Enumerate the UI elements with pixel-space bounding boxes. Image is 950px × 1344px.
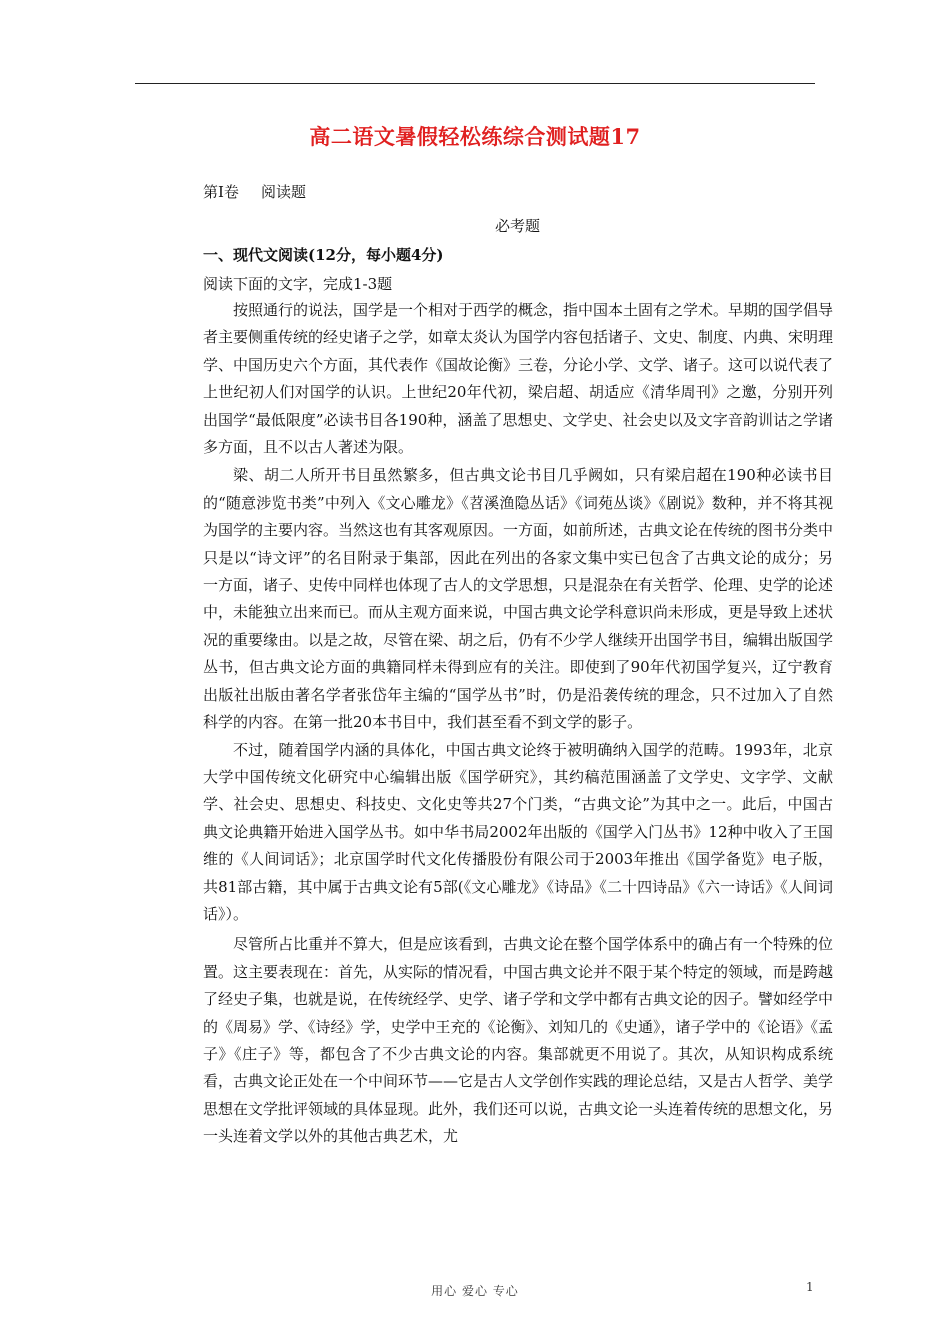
reading-instruction: 阅读下面的文字，完成1-3题 [203,275,393,293]
section-label [203,181,306,202]
sub-heading: 必考题 [494,217,540,235]
question-heading: 一、现代文阅读(12分，每小题4分) [203,246,444,264]
document-title: 高二语文暑假轻松练综合测试题17 [309,124,641,149]
passage-paragraph-4: 尽管所占比重并不算大，但是应该看到，古典文论在整个国学体系中的确占有一个特殊的位置。这主要表现在：首先，从实际的情况看，中国古典文论并不限于某个特定的领域，而是跨越了经史子集，也就是说，在传统经学、史学、诸子学和文学中都有古典文论的因子。譬如经学中的《周易》学、《诗经》学，史学中王充的《论衡》、刘知几的《史通》，诸子学中的《论语》《孟子》《庄子》等，都包含了不少古典文论的内容。集部就更不用说了。其次，从知识构成系统看，古典文论正处在一个中间环节——它是古人文学创作实践的理论总结，又是古人哲学、美学思想在文学批评领域的具体显现。此外，我们还可以说，古典文论一头连着传统的思想文化，另一头连着文学以外的其他古典艺术，尤 [203,935,834,1146]
passage-paragraph-1: 按照通行的说法，国学是一个相对于西学的概念，指中国本土固有之学术。早期的国学倡导者主要侧重传统的经史诸子之学，如章太炎认为国学内容包括诸子、文史、制度、内典、宋明理学、中国历史六个方面，其代表作《国故论衡》三卷，分论小学、文学、诸子。这可以说代表了上世纪初人们对国学的认识。上世纪20年代初，梁启超、胡适应《清华周刊》之邀，分别开列出国学“最低限度”必读书目各190种，涵盖了思想史、文学史、社会史以及文字音韵训诂之学诸多方面，且不以古人著述为限。 [203,301,834,457]
page-footer: 用心 爱心 专心 [431,1284,519,1298]
section-label-volume: 第Ⅰ卷 [203,183,239,201]
page-number: 1 [806,1280,814,1294]
section-label-type: 阅读题 [260,183,306,201]
reading-passage [203,297,833,1151]
passage-paragraph-3: 不过，随着国学内涵的具体化，中国古典文论终于被明确纳入国学的范畴。1993年，北京大学中国传统文化研究中心编辑出版《国学研究》，其约稿范围涵盖了文学史、文字学、文献学、社会史、思想史、科技史、文化史等共27个门类，“古典文论”为其中之一。此后，中国古典文论典籍开始进入国学丛书。如中华书局2002年出版的《国学入门丛书》12种中收入了王国维的《人间词话》；北京国学时代文化传播股份有限公司于2003年推出《国学备览》电子版，共81部古籍，其中属于古典文论有5部(《文心雕龙》《诗品》《二十四诗品》《六一诗话》《人间词话》）。 [203,740,833,923]
header-rule [135,83,815,84]
passage-paragraph-2: 梁、胡二人所开书目虽然繁多，但古典文论书目几乎阙如，只有梁启超在190种必读书目的“随意涉览书类”中列入《文心雕龙》《苕溪渔隐丛话》《词苑丛谈》《剧说》数种，并不将其视为国学的主要内容。当然这也有其客观原因。一方面，如前所述，古典文论在传统的图书分类中只是以“诗文评”的名目附录于集部，因此在列出的各家文集中实已包含了古典文论的成分；另一方面，诸子、史传中同样也体现了古人的文学思想，只是混杂在有关哲学、伦理、史学的论述中，未能独立出来而已。而从主观方面来说，中国古典文论学科意识尚未形成，更是导致上述状况的重要缘由。以是之故，尽管在梁、胡之后，仍有不少学人继续开出国学书目，编辑出版国学丛书，但古典文论方面的典籍同样未得到应有的关注。即使到了90年代初国学复兴，辽宁教育出版社出版由著名学者张岱年主编的“国学丛书”时，仍是沿袭传统的理念，只不过加入了自然科学的内容。在第一批20本书目中，我们甚至看不到文学的影子。 [203,466,834,732]
